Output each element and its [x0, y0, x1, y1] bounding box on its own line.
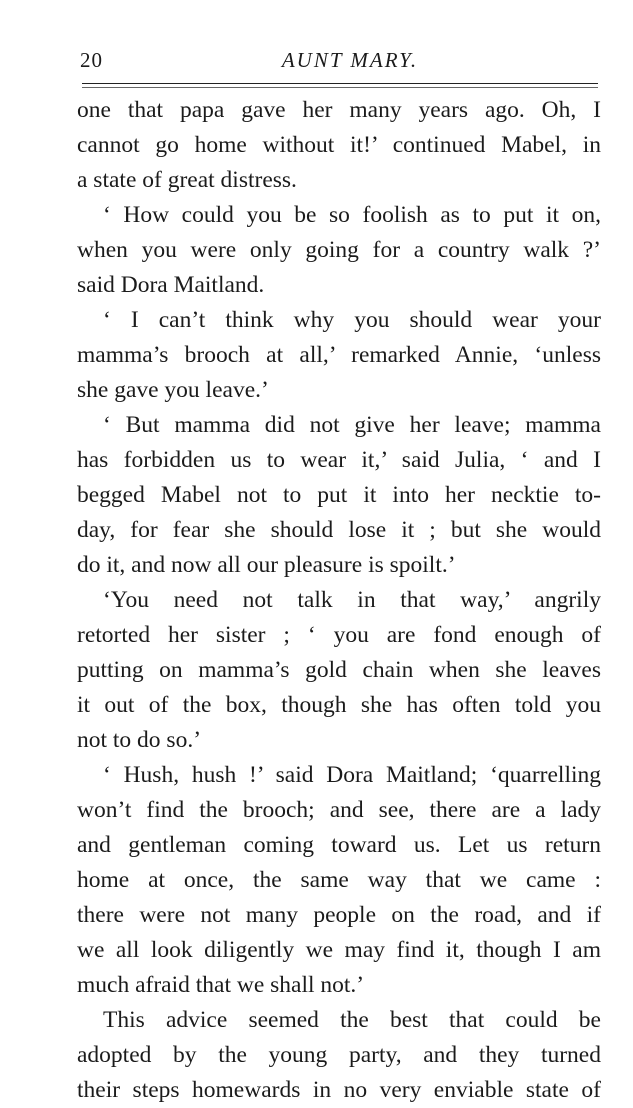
text-line: day, for fear she should lose it ; but she would [77, 517, 601, 543]
text-line: won’t find the brooch; and see, there are a lady [77, 797, 601, 823]
text-line: one that papa gave her many years ago. Oh, I [77, 97, 601, 123]
text-line: putting on mamma’s gold chain when she leaves [77, 657, 601, 683]
text-line: ‘ Hush, hush !’ said Dora Maitland; ‘quarrelling [103, 762, 601, 788]
text-line: mamma’s brooch at all,’ remarked Annie, ‘unless [77, 342, 601, 368]
text-line: adopted by the young party, and they turned [77, 1042, 601, 1068]
text-line: she gave you leave.’ [77, 377, 269, 403]
text-line: home at once, the same way that we came : [77, 867, 601, 893]
text-line: much afraid that we shall not.’ [77, 972, 365, 998]
text-line: retorted her sister ; ‘ you are fond enough of [77, 622, 601, 648]
text-line: has forbidden us to wear it,’ said Julia, ‘ and I [77, 447, 601, 473]
text-line: do it, and now all our pleasure is spoilt.’ [77, 552, 456, 578]
header-rule [82, 83, 598, 84]
text-line: said Dora Maitland. [77, 272, 265, 298]
text-line: their steps homewards in no very enviable state of [77, 1077, 601, 1103]
text-line: begged Mabel not to put it into her necktie to- [77, 482, 601, 508]
running-title: AUNT MARY. [281, 48, 419, 72]
page-header [80, 44, 600, 74]
text-line: we all look diligently we may find it, though I am [77, 937, 601, 963]
text-line: a state of great distress. [77, 167, 297, 193]
page-number: 20 [80, 48, 103, 72]
text-line: ‘ How could you be so foolish as to put it on, [103, 202, 601, 228]
body-text [77, 93, 601, 1108]
text-line: ‘You need not talk in that way,’ angrily [103, 587, 601, 613]
header-rule-thin [82, 87, 598, 88]
text-line: This advice seemed the best that could be [103, 1007, 601, 1033]
text-line: when you were only going for a country walk ?’ [77, 237, 601, 263]
text-line: cannot go home without it!’ continued Mabel, in [77, 132, 601, 158]
text-line: it out of the box, though she has often told you [77, 692, 601, 718]
text-line: ‘ I can’t think why you should wear your [103, 307, 601, 333]
text-line: ‘ But mamma did not give her leave; mamma [103, 412, 601, 438]
text-line: and gentleman coming toward us. Let us return [77, 832, 601, 858]
text-line: there were not many people on the road, and if [77, 902, 601, 928]
text-line: not to do so.’ [77, 727, 202, 753]
